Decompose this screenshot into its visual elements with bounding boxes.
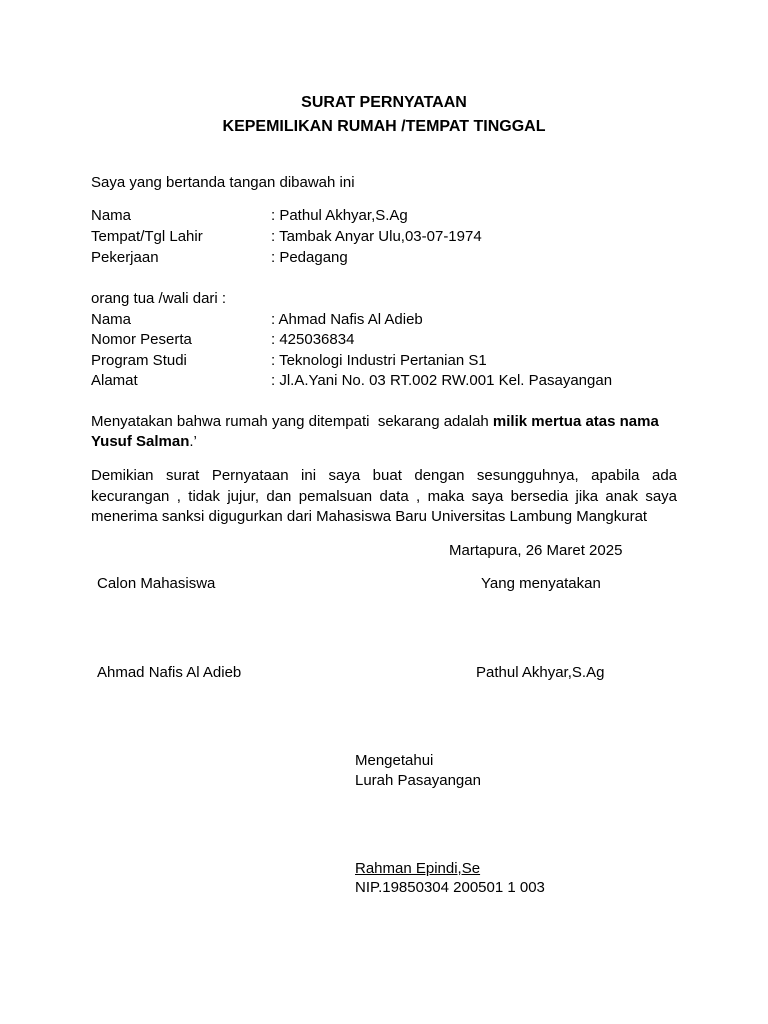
student-number-value: : 425036834 — [271, 331, 355, 348]
signature-right-role: Yang menyatakan — [481, 575, 601, 592]
statement-line-1 — [91, 412, 659, 433]
statement-suffix: .’ — [189, 433, 197, 450]
document-subtitle: KEPEMILIKAN RUMAH /TEMPAT TINGGAL — [222, 118, 546, 135]
declarant-job-value: : Pedagang — [271, 249, 348, 266]
guardian-intro: orang tua /wali dari : — [91, 290, 227, 307]
approval-name: Rahman Epindi,Se — [355, 860, 481, 877]
closing-line-2: kecurangan , tidak jujur, dan pemalsuan data , maka saya bersedia jika anak saya — [91, 487, 677, 505]
student-address-label: Alamat — [91, 372, 138, 389]
statement-prefix: Menyatakan bahwa rumah yang ditempati sekarang adalah — [91, 413, 493, 430]
declarant-birth-value: : Tambak Anyar Ulu,03-07-1974 — [271, 228, 482, 245]
signature-left-role: Calon Mahasiswa — [97, 575, 216, 592]
declarant-name-label: Nama — [91, 207, 132, 224]
signature-left-name: Ahmad Nafis Al Adieb — [97, 664, 242, 681]
signature-right-name: Pathul Akhyar,S.Ag — [476, 664, 605, 681]
student-address-value: : Jl.A.Yani No. 03 RT.002 RW.001 Kel. Pasayangan — [271, 372, 613, 389]
student-name-label: Nama — [91, 311, 132, 328]
closing-line-1: Demikian surat Pernyataan ini saya buat dengan sesungguhnya, apabila ada — [91, 467, 677, 484]
closing-paragraph — [91, 466, 677, 528]
intro-text: Saya yang bertanda tangan dibawah ini — [91, 174, 355, 191]
closing-line-3: menerima sanksi digugurkan dari Mahasiswa Baru Universitas Lambung Mangkurat — [91, 508, 648, 525]
student-program-label: Program Studi — [91, 352, 187, 369]
student-program-value: : Teknologi Industri Pertanian S1 — [271, 352, 487, 369]
declarant-job-label: Pekerjaan — [91, 249, 159, 266]
statement-bold-1: milik mertua atas nama — [492, 413, 659, 430]
statement-bold-2: Yusuf Salman — [91, 433, 190, 450]
approval-office: Lurah Pasayangan — [355, 772, 481, 789]
statement-line-2 — [91, 432, 197, 453]
declarant-name-value: : Pathul Akhyar,S.Ag — [271, 207, 408, 224]
place-date: Martapura, 26 Maret 2025 — [449, 542, 623, 559]
declarant-birth-label: Tempat/Tgl Lahir — [91, 228, 203, 245]
student-number-label: Nomor Peserta — [91, 331, 192, 348]
document-title: SURAT PERNYATAAN — [301, 94, 467, 111]
student-name-value: : Ahmad Nafis Al Adieb — [271, 311, 423, 328]
approval-heading: Mengetahui — [355, 752, 434, 769]
approval-nip: NIP.19850304 200501 1 003 — [355, 879, 545, 896]
